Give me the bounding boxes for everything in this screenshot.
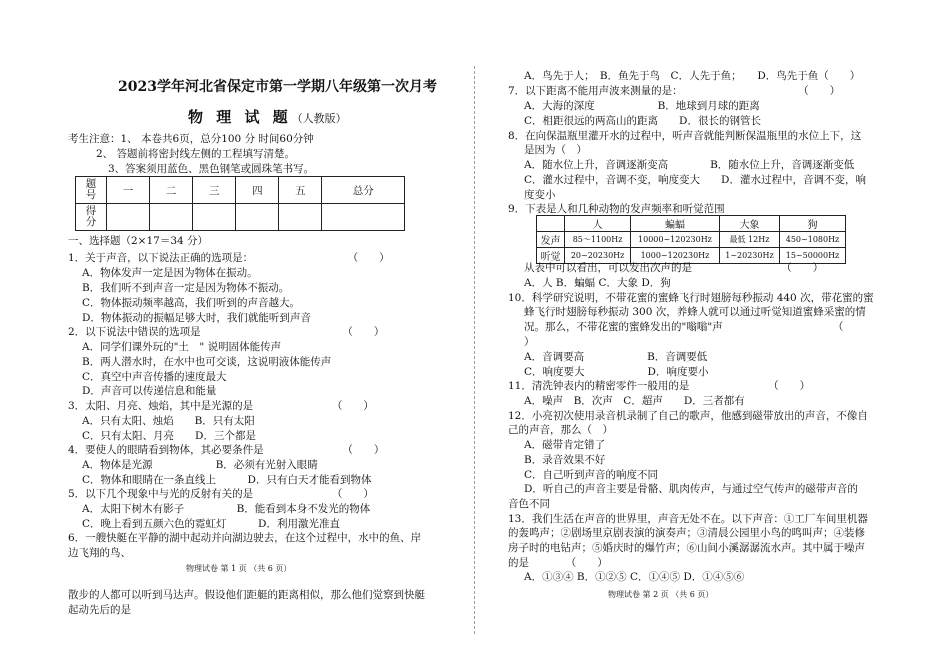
question-line: 9．下表是人和几种动物的发声频率和听觉范围 [508, 203, 725, 215]
freq-cell: 最低 12Hz [719, 232, 779, 248]
question-line: 4．要使人的眼睛看到物体，其必要条件是 （ ） [68, 444, 385, 456]
frequency-row [537, 232, 846, 248]
score-cell[interactable] [107, 204, 150, 231]
question-line: 的是 （ ） [508, 557, 608, 569]
freq-header: 狗 [780, 216, 846, 232]
edition-label: （人教版） [291, 112, 347, 125]
freq-cell: 15~50000Hz [780, 248, 846, 264]
question-line: 7．以下距离不能用声波来测量的是： （ ） [508, 85, 841, 97]
question-line: 起动先后的是 [68, 604, 131, 616]
option-line: C．自己听到声音的响度不同 [524, 469, 659, 481]
option-line: C．物体振动频率越高，我们听到的声音越大。 [82, 297, 301, 309]
freq-cell: 10000~120230Hz [631, 232, 720, 248]
freq-cell: 1000~120230Hz [631, 248, 720, 264]
question-line: 11．清洗钟表内的精密零件一般用的是 （ ） [508, 380, 811, 392]
frequency-table [536, 215, 846, 264]
option-line: A．大海的深度 B．地球到月球的距离 [524, 100, 760, 112]
freq-cell: 1~20230Hz [719, 248, 779, 264]
notice-line-1: 考生注意：1、 本卷共6页，总分100 分 时间60分钟 [68, 133, 314, 145]
option-line: A．只有太阳、烛焰 B．只有太阳 [82, 415, 255, 427]
score-cell[interactable] [279, 204, 322, 231]
option-line: C．真空中声音传播的速度最大 [82, 371, 227, 383]
option-line: A．鸟先于人； B．鱼先于鸟 C．人先于鱼； D．鸟先于鱼（ ） [524, 70, 861, 82]
question-line: 是因为（ ） [524, 144, 587, 156]
option-line: D．物体振动的振幅足够大时，我们就能听到声音 [82, 312, 311, 324]
score-col-total: 总分 [322, 177, 405, 204]
option-line: A．物体发声一定是因为物体在振动。 [82, 267, 258, 279]
freq-row-label: 发声 [537, 232, 565, 248]
score-row-label: 得分 [76, 204, 107, 231]
score-cell[interactable] [193, 204, 236, 231]
section-heading: 一、选择题（2×17＝34 分） [68, 235, 209, 247]
freq-header [537, 216, 565, 232]
score-cell[interactable] [150, 204, 193, 231]
question-line: 房子时的电钻声；⑤婚庆时的爆竹声；⑥山间小溪潺潺流水声。其中属于噪声 [508, 542, 865, 554]
option-line: B．我们听不到声音一定是因为物体不振动。 [82, 282, 290, 294]
freq-cell: 450~1080Hz [780, 232, 846, 248]
option-line: A．噪声 B．次声 C．超声 D．三者都有 [524, 395, 745, 407]
page-footer: 物理试卷 第 1 页 （共 6 页） [186, 564, 292, 573]
score-col-2: 二 [150, 177, 193, 204]
option-line: A．①③④ B．①②⑤ C．①④⑤ D．①④⑤⑥ [524, 571, 745, 583]
frequency-header-row [537, 216, 846, 232]
score-col-1: 一 [107, 177, 150, 204]
option-line: 度变小 [524, 189, 556, 201]
freq-cell: 85～1100Hz [565, 232, 631, 248]
score-table [75, 176, 405, 231]
exam-subtitle [188, 106, 347, 127]
option-line: C．晚上看到五颜六色的霓虹灯 D．利用激光准直 [82, 518, 340, 530]
option-line: D．听自己的声音主要是骨骼、肌肉传声，与通过空气传声的磁带声音的 [524, 483, 858, 495]
freq-cell: 20~20230Hz [565, 248, 631, 264]
question-line: 蜂飞行时翅膀每秒振动 300 次，养蜂人就可以通过听觉知道蜜蜂采蜜的情 [524, 306, 866, 318]
option-line: C．物体和眼睛在一条直线上 D．只有白天才能看到物体 [82, 474, 372, 486]
option-line: 音色不同 [508, 498, 550, 510]
question-line: 3．太阳、月亮、烛焰，其中是光源的是 （ ） [68, 400, 374, 412]
question-line: 况。那么，不带花蜜的蜜蜂发出的"嗡嗡"声 （ [524, 321, 844, 333]
question-line: 10．科学研究说明，不带花蜜的蜜蜂飞行时翅膀每秒振动 440 次，带花蜜的蜜 [508, 292, 874, 304]
option-line: C．只有太阳、月亮 D．三个都是 [82, 430, 256, 442]
score-cell[interactable] [236, 204, 279, 231]
option-line: C．灌水过程中，音调不变，响度变大 D．灌水过程中，音调不变，响 [524, 174, 866, 186]
option-line: A．人 B．蝙蝠 C．大象 D．狗 [524, 277, 671, 289]
option-line: C．响度要大 D．响度要小 [524, 366, 709, 378]
option-line: A．磁带肯定错了 [524, 439, 606, 451]
option-line: A．物体是光源 B．必须有光射入眼睛 [82, 459, 318, 471]
notice-line-2: 2、 答题前将密封线左侧的工程填写清楚。 [96, 148, 296, 160]
exam-title: 2023学年河北省保定市第一学期八年级第一次月考 [118, 79, 437, 95]
question-line: 2．以下说法中错误的选项是 （ ） [68, 326, 385, 338]
question-line: 8．在向保温瓶里灌开水的过程中，听声音就能判断保温瓶里的水位上下，这 [508, 130, 862, 142]
score-table-score-row [76, 204, 405, 231]
option-line: B．录音效果不好 [524, 454, 606, 466]
question-line: 1．关于声音，以下说法正确的选项是： （ ） [68, 252, 390, 264]
freq-header: 人 [565, 216, 631, 232]
right-page [480, 0, 950, 671]
score-col-5: 五 [279, 177, 322, 204]
option-line: D．声音可以传递信息和能量 [82, 385, 217, 397]
question-line: 13．我们生活在声音的世界里，声音无处不在。以下声音：①工厂车间里机器 [508, 513, 868, 525]
option-line: B．两人潜水时，在水中也可交谈，这说明液体能传声 [82, 356, 332, 368]
option-line: C．相距很远的两高山的距离 D．很长的钢管长 [524, 115, 761, 127]
freq-header: 大象 [719, 216, 779, 232]
score-cell[interactable] [322, 204, 405, 231]
freq-header: 蝙蝠 [631, 216, 720, 232]
question-line: 边飞翔的鸟、 [68, 547, 131, 559]
option-line: A．音调要高 B．音调要低 [524, 351, 708, 363]
option-line: A．随水位上升，音调逐渐变高 B．随水位上升，音调逐渐变低 [524, 159, 855, 171]
score-col-4: 四 [236, 177, 279, 204]
question-line: 5．以下几个现象中与光的反射有关的是 （ ） [68, 488, 374, 500]
question-line: 的轰鸣声；②剧场里京剧表演的演奏声；③清晨公园里小鸟的鸣叫声；④装修 [508, 527, 865, 539]
question-line: 6．一艘快艇在平静的湖中起动并向湖边驶去，在这个过程中，水中的鱼、岸 [68, 532, 422, 544]
question-line: 从表中可以看出，可以发出次声的是 （ ） [524, 262, 824, 274]
question-line: 己的声音，那么（ ） [508, 424, 613, 436]
score-row-label: 题号 [76, 177, 107, 204]
score-col-3: 三 [193, 177, 236, 204]
score-table-header-row [76, 177, 405, 204]
question-line: 散步的人都可以听到马达声。假设他们距艇的距离相似，那么他们觉察到快艇 [68, 589, 425, 601]
subject-label: 物 理 试 题 [188, 108, 292, 126]
option-line: A．同学们课外玩的"土 " 说明固体能传声 [82, 341, 282, 353]
notice-line-3: 3、答案须用蓝色、黑色钢笔或圆珠笔书写。 [108, 163, 315, 175]
question-line: ） [524, 336, 535, 348]
freq-row-label: 听觉 [537, 248, 565, 264]
option-line: A．太阳下树木有影子 B．能看到本身不发光的物体 [82, 503, 371, 515]
page-footer: 物理试卷 第 2 页 （共 6 页） [608, 590, 714, 599]
question-line: 12．小亮初次使用录音机录制了自己的歌声，他感到磁带放出的声音，不像自 [508, 410, 868, 422]
